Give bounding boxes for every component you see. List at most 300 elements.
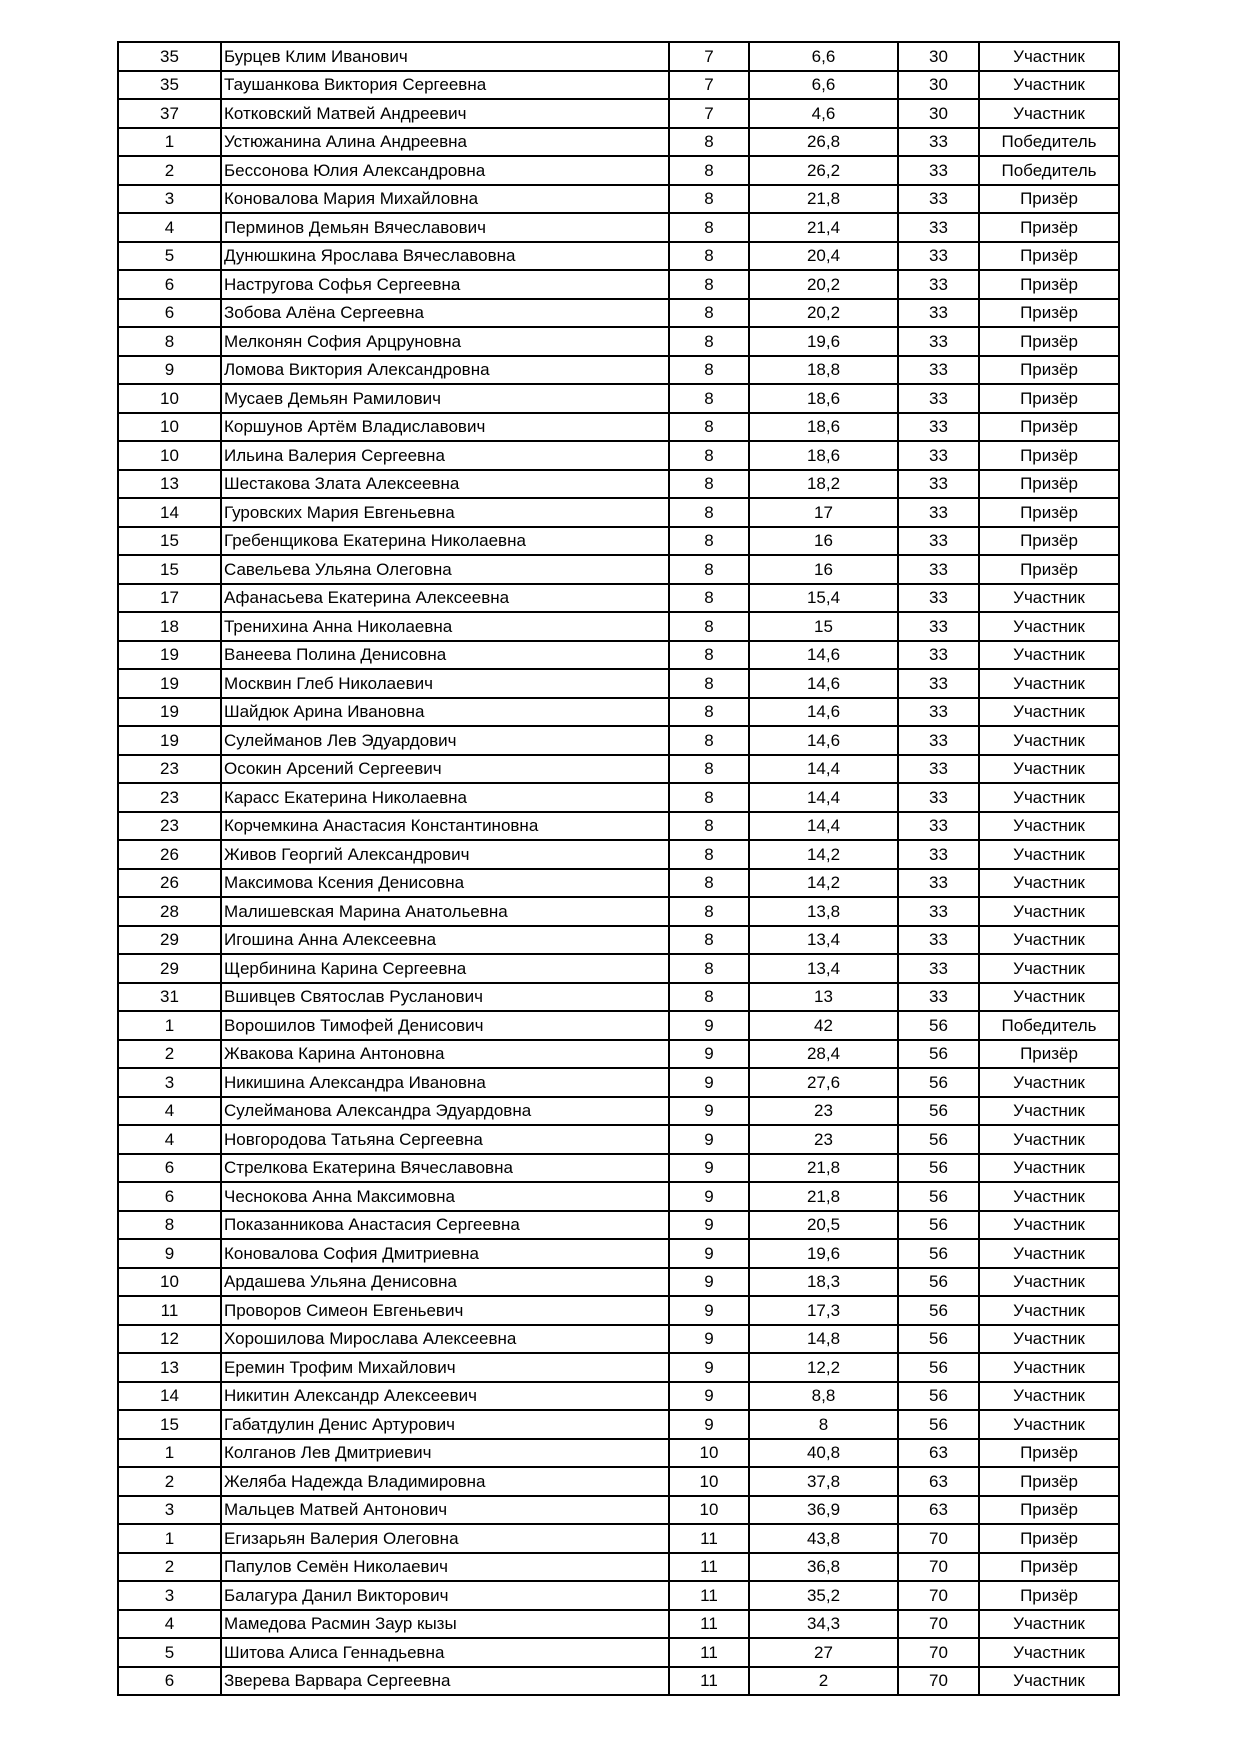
table-row	[118, 156, 1119, 185]
status-cell: Участник	[979, 783, 1119, 812]
full-name-cell: Мусаев Демьян Рамилович	[221, 384, 669, 413]
place-cell: 2	[118, 156, 221, 185]
place-cell: 10	[118, 413, 221, 442]
place-cell: 1	[118, 1524, 221, 1553]
grade-cell: 11	[669, 1524, 749, 1553]
full-name-cell: Гребенщикова Екатерина Николаевна	[221, 527, 669, 556]
place-cell: 10	[118, 1268, 221, 1297]
full-name-cell: Ильина Валерия Сергеевна	[221, 441, 669, 470]
grade-cell: 8	[669, 755, 749, 784]
max-score-cell: 33	[898, 954, 979, 983]
place-cell: 35	[118, 71, 221, 100]
full-name-cell: Сулейманова Александра Эдуардовна	[221, 1097, 669, 1126]
score-cell: 26,2	[749, 156, 898, 185]
place-cell: 10	[118, 441, 221, 470]
place-cell: 6	[118, 1154, 221, 1183]
max-score-cell: 33	[898, 897, 979, 926]
score-cell: 13,4	[749, 926, 898, 955]
place-cell: 29	[118, 954, 221, 983]
max-score-cell: 56	[898, 1125, 979, 1154]
grade-cell: 9	[669, 1353, 749, 1382]
place-cell: 19	[118, 698, 221, 727]
table-row	[118, 299, 1119, 328]
max-score-cell: 56	[898, 1154, 979, 1183]
place-cell: 19	[118, 669, 221, 698]
grade-cell: 8	[669, 555, 749, 584]
score-cell: 14,2	[749, 869, 898, 898]
place-cell: 14	[118, 1382, 221, 1411]
table-row	[118, 1638, 1119, 1667]
max-score-cell: 33	[898, 441, 979, 470]
status-cell: Призёр	[979, 527, 1119, 556]
table-row	[118, 1125, 1119, 1154]
place-cell: 4	[118, 213, 221, 242]
full-name-cell: Сулейманов Лев Эдуардович	[221, 726, 669, 755]
table-row	[118, 755, 1119, 784]
full-name-cell: Жвакова Карина Антоновна	[221, 1040, 669, 1069]
grade-cell: 8	[669, 213, 749, 242]
place-cell: 6	[118, 1667, 221, 1696]
status-cell: Участник	[979, 1154, 1119, 1183]
full-name-cell: Мальцев Матвей Антонович	[221, 1496, 669, 1525]
place-cell: 37	[118, 99, 221, 128]
max-score-cell: 56	[898, 1211, 979, 1240]
status-cell: Участник	[979, 1097, 1119, 1126]
max-score-cell: 33	[898, 584, 979, 613]
table-row	[118, 1581, 1119, 1610]
grade-cell: 8	[669, 299, 749, 328]
status-cell: Призёр	[979, 213, 1119, 242]
full-name-cell: Котковский Матвей Андреевич	[221, 99, 669, 128]
status-cell: Участник	[979, 1610, 1119, 1639]
score-cell: 18,6	[749, 413, 898, 442]
place-cell: 4	[118, 1125, 221, 1154]
table-row	[118, 242, 1119, 271]
table-row	[118, 470, 1119, 499]
grade-cell: 8	[669, 413, 749, 442]
status-cell: Участник	[979, 1211, 1119, 1240]
status-cell: Участник	[979, 1410, 1119, 1439]
status-cell: Участник	[979, 612, 1119, 641]
status-cell: Победитель	[979, 1011, 1119, 1040]
table-row	[118, 840, 1119, 869]
grade-cell: 8	[669, 527, 749, 556]
max-score-cell: 33	[898, 299, 979, 328]
grade-cell: 8	[669, 242, 749, 271]
full-name-cell: Зверева Варвара Сергеевна	[221, 1667, 669, 1696]
status-cell: Призёр	[979, 470, 1119, 499]
max-score-cell: 33	[898, 641, 979, 670]
status-cell: Участник	[979, 812, 1119, 841]
full-name-cell: Ломова Виктория Александровна	[221, 356, 669, 385]
score-cell: 19,6	[749, 1239, 898, 1268]
full-name-cell: Бурцев Клим Иванович	[221, 42, 669, 71]
table-row	[118, 1439, 1119, 1468]
place-cell: 26	[118, 840, 221, 869]
full-name-cell: Хорошилова Мирослава Алексеевна	[221, 1325, 669, 1354]
status-cell: Призёр	[979, 384, 1119, 413]
score-cell: 13,4	[749, 954, 898, 983]
table-row	[118, 1667, 1119, 1696]
score-cell: 14,8	[749, 1325, 898, 1354]
full-name-cell: Коршунов Артём Владиславович	[221, 413, 669, 442]
full-name-cell: Шестакова Злата Алексеевна	[221, 470, 669, 499]
max-score-cell: 63	[898, 1467, 979, 1496]
status-cell: Призёр	[979, 270, 1119, 299]
score-cell: 40,8	[749, 1439, 898, 1468]
score-cell: 18,6	[749, 384, 898, 413]
score-cell: 21,4	[749, 213, 898, 242]
full-name-cell: Осокин Арсений Сергеевич	[221, 755, 669, 784]
status-cell: Участник	[979, 1382, 1119, 1411]
grade-cell: 10	[669, 1439, 749, 1468]
status-cell: Участник	[979, 926, 1119, 955]
max-score-cell: 33	[898, 242, 979, 271]
status-cell: Призёр	[979, 299, 1119, 328]
score-cell: 26,8	[749, 128, 898, 157]
place-cell: 8	[118, 327, 221, 356]
grade-cell: 8	[669, 897, 749, 926]
status-cell: Участник	[979, 669, 1119, 698]
status-cell: Участник	[979, 42, 1119, 71]
status-cell: Победитель	[979, 128, 1119, 157]
max-score-cell: 70	[898, 1667, 979, 1696]
full-name-cell: Малишевская Марина Анатольевна	[221, 897, 669, 926]
place-cell: 5	[118, 242, 221, 271]
status-cell: Участник	[979, 1239, 1119, 1268]
grade-cell: 9	[669, 1382, 749, 1411]
score-cell: 15,4	[749, 584, 898, 613]
max-score-cell: 56	[898, 1268, 979, 1297]
score-cell: 27,6	[749, 1068, 898, 1097]
score-cell: 14,4	[749, 755, 898, 784]
place-cell: 6	[118, 1182, 221, 1211]
max-score-cell: 56	[898, 1382, 979, 1411]
max-score-cell: 33	[898, 926, 979, 955]
grade-cell: 9	[669, 1268, 749, 1297]
full-name-cell: Устюжанина Алина Андреевна	[221, 128, 669, 157]
place-cell: 3	[118, 1496, 221, 1525]
table-row	[118, 1040, 1119, 1069]
full-name-cell: Настругова Софья Сергеевна	[221, 270, 669, 299]
grade-cell: 8	[669, 356, 749, 385]
place-cell: 26	[118, 869, 221, 898]
grade-cell: 11	[669, 1581, 749, 1610]
score-cell: 8,8	[749, 1382, 898, 1411]
grade-cell: 9	[669, 1410, 749, 1439]
full-name-cell: Егизарьян Валерия Олеговна	[221, 1524, 669, 1553]
place-cell: 3	[118, 1068, 221, 1097]
place-cell: 12	[118, 1325, 221, 1354]
table-row	[118, 1610, 1119, 1639]
table-row	[118, 1268, 1119, 1297]
max-score-cell: 33	[898, 356, 979, 385]
grade-cell: 8	[669, 128, 749, 157]
grade-cell: 8	[669, 983, 749, 1012]
grade-cell: 9	[669, 1154, 749, 1183]
status-cell: Призёр	[979, 1467, 1119, 1496]
table-row	[118, 1467, 1119, 1496]
score-cell: 16	[749, 527, 898, 556]
max-score-cell: 56	[898, 1296, 979, 1325]
table-row	[118, 327, 1119, 356]
place-cell: 3	[118, 1581, 221, 1610]
grade-cell: 7	[669, 99, 749, 128]
grade-cell: 9	[669, 1211, 749, 1240]
full-name-cell: Зобова Алёна Сергеевна	[221, 299, 669, 328]
status-cell: Участник	[979, 584, 1119, 613]
max-score-cell: 33	[898, 840, 979, 869]
score-cell: 6,6	[749, 42, 898, 71]
grade-cell: 9	[669, 1040, 749, 1069]
table-row	[118, 1097, 1119, 1126]
place-cell: 17	[118, 584, 221, 613]
score-cell: 19,6	[749, 327, 898, 356]
status-cell: Призёр	[979, 327, 1119, 356]
place-cell: 9	[118, 356, 221, 385]
place-cell: 35	[118, 42, 221, 71]
place-cell: 2	[118, 1040, 221, 1069]
max-score-cell: 33	[898, 983, 979, 1012]
table-row	[118, 926, 1119, 955]
grade-cell: 9	[669, 1296, 749, 1325]
score-cell: 17,3	[749, 1296, 898, 1325]
table-row	[118, 128, 1119, 157]
status-cell: Участник	[979, 99, 1119, 128]
status-cell: Призёр	[979, 356, 1119, 385]
status-cell: Участник	[979, 1638, 1119, 1667]
grade-cell: 8	[669, 156, 749, 185]
place-cell: 1	[118, 1439, 221, 1468]
max-score-cell: 30	[898, 71, 979, 100]
table-row	[118, 869, 1119, 898]
table-row	[118, 1325, 1119, 1354]
place-cell: 18	[118, 612, 221, 641]
score-cell: 14,4	[749, 783, 898, 812]
place-cell: 23	[118, 755, 221, 784]
place-cell: 23	[118, 812, 221, 841]
score-cell: 17	[749, 498, 898, 527]
status-cell: Участник	[979, 71, 1119, 100]
table-row	[118, 983, 1119, 1012]
table-row	[118, 527, 1119, 556]
grade-cell: 10	[669, 1496, 749, 1525]
score-cell: 18,8	[749, 356, 898, 385]
grade-cell: 8	[669, 726, 749, 755]
table-row	[118, 1553, 1119, 1582]
table-row	[118, 954, 1119, 983]
grade-cell: 8	[669, 384, 749, 413]
table-row	[118, 384, 1119, 413]
place-cell: 19	[118, 641, 221, 670]
score-cell: 36,8	[749, 1553, 898, 1582]
status-cell: Участник	[979, 897, 1119, 926]
full-name-cell: Никишина Александра Ивановна	[221, 1068, 669, 1097]
max-score-cell: 33	[898, 783, 979, 812]
place-cell: 4	[118, 1097, 221, 1126]
table-row	[118, 1382, 1119, 1411]
status-cell: Участник	[979, 840, 1119, 869]
table-row	[118, 1353, 1119, 1382]
grade-cell: 8	[669, 327, 749, 356]
full-name-cell: Балагура Данил Викторович	[221, 1581, 669, 1610]
status-cell: Участник	[979, 1068, 1119, 1097]
full-name-cell: Никитин Александр Алексеевич	[221, 1382, 669, 1411]
score-cell: 42	[749, 1011, 898, 1040]
table-row	[118, 612, 1119, 641]
max-score-cell: 33	[898, 413, 979, 442]
grade-cell: 8	[669, 840, 749, 869]
max-score-cell: 70	[898, 1553, 979, 1582]
score-cell: 14,6	[749, 726, 898, 755]
max-score-cell: 33	[898, 669, 979, 698]
grade-cell: 8	[669, 812, 749, 841]
full-name-cell: Корчемкина Анастасия Константиновна	[221, 812, 669, 841]
max-score-cell: 33	[898, 270, 979, 299]
status-cell: Участник	[979, 1182, 1119, 1211]
grade-cell: 8	[669, 641, 749, 670]
table-row	[118, 213, 1119, 242]
place-cell: 6	[118, 299, 221, 328]
max-score-cell: 70	[898, 1581, 979, 1610]
table-row	[118, 698, 1119, 727]
table-row	[118, 71, 1119, 100]
place-cell: 10	[118, 384, 221, 413]
full-name-cell: Афанасьева Екатерина Алексеевна	[221, 584, 669, 613]
full-name-cell: Проворов Симеон Евгеньевич	[221, 1296, 669, 1325]
place-cell: 28	[118, 897, 221, 926]
status-cell: Участник	[979, 726, 1119, 755]
full-name-cell: Новгородова Татьяна Сергеевна	[221, 1125, 669, 1154]
max-score-cell: 33	[898, 185, 979, 214]
score-cell: 28,4	[749, 1040, 898, 1069]
table-row	[118, 42, 1119, 71]
status-cell: Участник	[979, 1667, 1119, 1696]
grade-cell: 8	[669, 498, 749, 527]
max-score-cell: 33	[898, 498, 979, 527]
place-cell: 9	[118, 1239, 221, 1268]
score-cell: 13,8	[749, 897, 898, 926]
max-score-cell: 33	[898, 869, 979, 898]
score-cell: 6,6	[749, 71, 898, 100]
full-name-cell: Живов Георгий Александрович	[221, 840, 669, 869]
full-name-cell: Максимова Ксения Денисовна	[221, 869, 669, 898]
score-cell: 21,8	[749, 1182, 898, 1211]
table-row	[118, 1068, 1119, 1097]
score-cell: 43,8	[749, 1524, 898, 1553]
status-cell: Призёр	[979, 413, 1119, 442]
score-cell: 14,4	[749, 812, 898, 841]
max-score-cell: 56	[898, 1068, 979, 1097]
table-row	[118, 1296, 1119, 1325]
status-cell: Призёр	[979, 1553, 1119, 1582]
table-row	[118, 1211, 1119, 1240]
full-name-cell: Перминов Демьян Вячеславович	[221, 213, 669, 242]
table-row	[118, 413, 1119, 442]
full-name-cell: Щербинина Карина Сергеевна	[221, 954, 669, 983]
status-cell: Призёр	[979, 441, 1119, 470]
place-cell: 13	[118, 470, 221, 499]
max-score-cell: 70	[898, 1638, 979, 1667]
table-row	[118, 584, 1119, 613]
grade-cell: 8	[669, 270, 749, 299]
max-score-cell: 56	[898, 1097, 979, 1126]
grade-cell: 9	[669, 1239, 749, 1268]
full-name-cell: Ворошилов Тимофей Денисович	[221, 1011, 669, 1040]
table-row	[118, 783, 1119, 812]
place-cell: 5	[118, 1638, 221, 1667]
max-score-cell: 56	[898, 1325, 979, 1354]
grade-cell: 9	[669, 1182, 749, 1211]
full-name-cell: Желяба Надежда Владимировна	[221, 1467, 669, 1496]
status-cell: Призёр	[979, 1581, 1119, 1610]
max-score-cell: 56	[898, 1040, 979, 1069]
score-cell: 27	[749, 1638, 898, 1667]
status-cell: Участник	[979, 869, 1119, 898]
full-name-cell: Таушанкова Виктория Сергеевна	[221, 71, 669, 100]
table-row	[118, 356, 1119, 385]
place-cell: 15	[118, 1410, 221, 1439]
full-name-cell: Показанникова Анастасия Сергеевна	[221, 1211, 669, 1240]
full-name-cell: Габатдулин Денис Артурович	[221, 1410, 669, 1439]
grade-cell: 9	[669, 1011, 749, 1040]
status-cell: Участник	[979, 983, 1119, 1012]
max-score-cell: 33	[898, 812, 979, 841]
grade-cell: 8	[669, 954, 749, 983]
full-name-cell: Коновалова Мария Михайловна	[221, 185, 669, 214]
place-cell: 3	[118, 185, 221, 214]
full-name-cell: Колганов Лев Дмитриевич	[221, 1439, 669, 1468]
score-cell: 21,8	[749, 1154, 898, 1183]
status-cell: Призёр	[979, 1496, 1119, 1525]
full-name-cell: Мамедова Расмин Заур кызы	[221, 1610, 669, 1639]
full-name-cell: Ванеева Полина Денисовна	[221, 641, 669, 670]
max-score-cell: 70	[898, 1524, 979, 1553]
full-name-cell: Шайдюк Арина Ивановна	[221, 698, 669, 727]
grade-cell: 8	[669, 783, 749, 812]
grade-cell: 11	[669, 1610, 749, 1639]
score-cell: 35,2	[749, 1581, 898, 1610]
status-cell: Участник	[979, 641, 1119, 670]
score-cell: 14,2	[749, 840, 898, 869]
status-cell: Участник	[979, 954, 1119, 983]
status-cell: Участник	[979, 1125, 1119, 1154]
grade-cell: 11	[669, 1553, 749, 1582]
max-score-cell: 63	[898, 1439, 979, 1468]
score-cell: 36,9	[749, 1496, 898, 1525]
grade-cell: 8	[669, 698, 749, 727]
table-row	[118, 812, 1119, 841]
grade-cell: 8	[669, 441, 749, 470]
grade-cell: 8	[669, 869, 749, 898]
max-score-cell: 56	[898, 1353, 979, 1382]
grade-cell: 9	[669, 1125, 749, 1154]
full-name-cell: Папулов Семён Николаевич	[221, 1553, 669, 1582]
max-score-cell: 56	[898, 1011, 979, 1040]
score-cell: 2	[749, 1667, 898, 1696]
table-row	[118, 498, 1119, 527]
grade-cell: 10	[669, 1467, 749, 1496]
grade-cell: 8	[669, 669, 749, 698]
table-row	[118, 1496, 1119, 1525]
score-cell: 18,2	[749, 470, 898, 499]
grade-cell: 8	[669, 584, 749, 613]
status-cell: Призёр	[979, 242, 1119, 271]
table-row	[118, 726, 1119, 755]
place-cell: 8	[118, 1211, 221, 1240]
full-name-cell: Вшивцев Святослав Русланович	[221, 983, 669, 1012]
status-cell: Участник	[979, 1296, 1119, 1325]
